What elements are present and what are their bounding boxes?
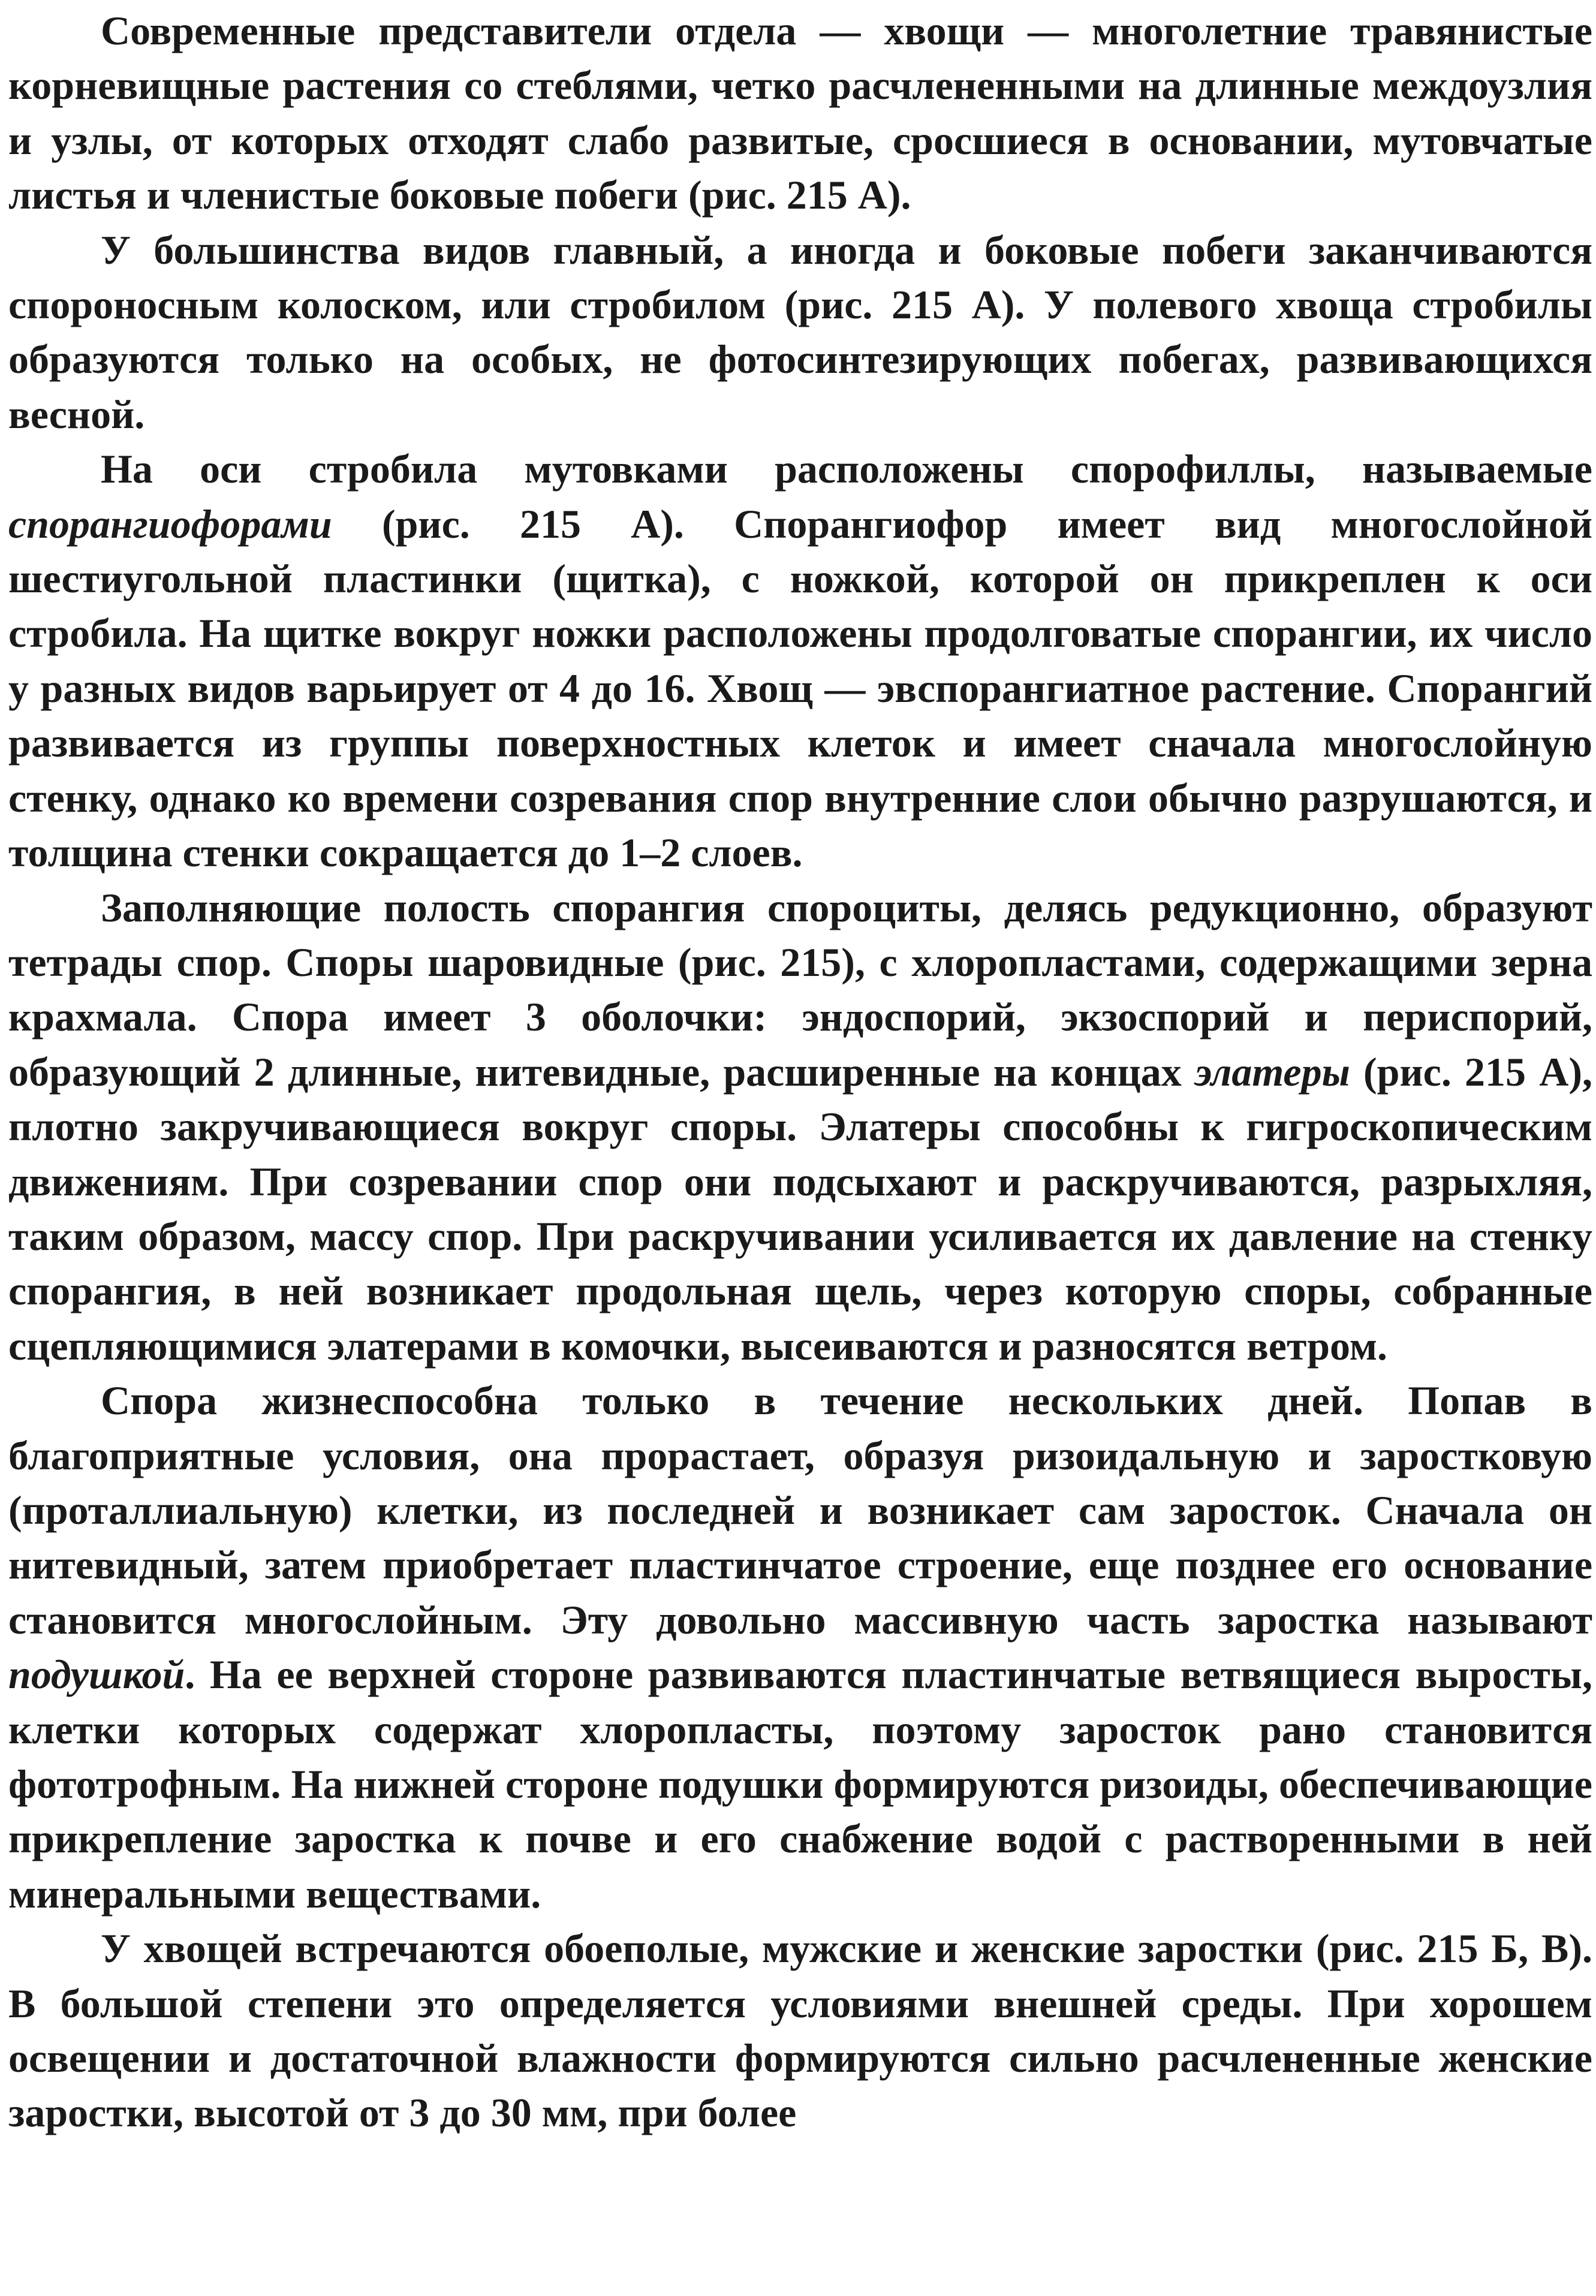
paragraph-5-text-a: Спора жизнеспособна только в течение нескольких дней. Попав в благоприятные условия, она прорастает, образуя ризоидальную и заростковую (проталлиальную) клетки, из последней и возникает сам заросток. Сначала он нитевидный, затем приобретает пластинчатое строение, еще позднее его основание становится многослойным. Эту довольно массивную часть заростка называют xyxy=(8,1378,1592,1643)
paragraph-3 xyxy=(8,442,1592,880)
paragraph-4-text-a: Заполняющие полость спорангия спороциты, делясь редукционно, образуют тетрады спор. Споры шаровидные (рис. 215), с хлоропластами, содержащими зерна крахмала. Спора имеет 3 оболочки: эндоспорий, экзоспорий и периспорий, образующий 2 длинные, нитевидные, расширенные на концах xyxy=(8,884,1592,1095)
paragraph-4 xyxy=(8,881,1592,1374)
paragraph-2 xyxy=(8,223,1592,442)
paragraph-6-text: У хвощей встречаются обоеполые, мужские и женские заростки (рис. 215 Б, В). В большой степени это определяется условиями внешней среды. При хорошем освещении и достаточной влажности формируются сильно расчлененные женские заростки, высотой от 3 до 30 мм, при более xyxy=(8,1926,1592,2136)
paragraph-6 xyxy=(8,1921,1592,2141)
term-cushion: подушкой xyxy=(8,1652,185,1698)
paragraph-1 xyxy=(8,4,1592,223)
paragraph-2-text: У большинства видов главный, а иногда и боковые побеги заканчиваются спороносным колоском, или стробилом (рис. 215 А). У полевого хвоща стробилы образуются только на особых, не фотосинтезирующих побегах, развивающихся весной. xyxy=(8,227,1592,437)
paragraph-1-text: Современные представители отдела — хвощи — многолетние травянистые корневищные растения со стеблями, четко расчлененными на длинные междоузлия и узлы, от которых отходят слабо развитые, сросшиеся в основании, мутовчатые листья и членистые боковые побеги (рис. 215 А). xyxy=(8,8,1592,218)
paragraph-4-text-b: (рис. 215 А), плотно закручивающиеся вокруг споры. Элатеры способны к гигроскопическим движениям. При созревании спор они подсыхают и раскручиваются, разрыхляя, таким образом, массу спор. При раскручивании усиливается их давление на стенку спорангия, в ней возникает продольная щель, через которую споры, собранные сцепляющимися элатерами в комочки, высеиваются и разносятся ветром. xyxy=(8,1048,1592,1369)
paragraph-3-text-b: (рис. 215 А). Спорангиофор имеет вид многослойной шестиугольной пластинки (щитка), с ножкой, которой он прикреплен к оси стробила. На щитке вокруг ножки расположены продолговатые спорангии, их число у разных видов варьирует от 4 до 16. Хвощ — эвспорангиатное растение. Спорангий развивается из группы поверхностных клеток и имеет сначала многослойную стенку, однако ко времени созревания спор внутренние слои обычно разрушаются, и толщина стенки сокращается до 1–2 слоев. xyxy=(8,501,1592,876)
paragraph-3-text-a: На оси стробила мутовками расположены спорофиллы, называемые xyxy=(101,446,1592,492)
term-elaters: элатеры xyxy=(1195,1048,1350,1095)
paragraph-5-text-b: . На ее верхней стороне развиваются пластинчатые ветвящиеся выросты, клетки которых содержат хлоропласты, поэтому заросток рано становится фототрофным. На нижней стороне подушки формируются ризоиды, обеспечивающие прикрепление заростка к почве и его снабжение водой с растворенными в ней минеральными веществами. xyxy=(8,1652,1592,1917)
paragraph-5 xyxy=(8,1373,1592,1921)
body-text xyxy=(8,4,1592,2141)
term-sporangiophores: спорангиофорами xyxy=(8,501,332,547)
